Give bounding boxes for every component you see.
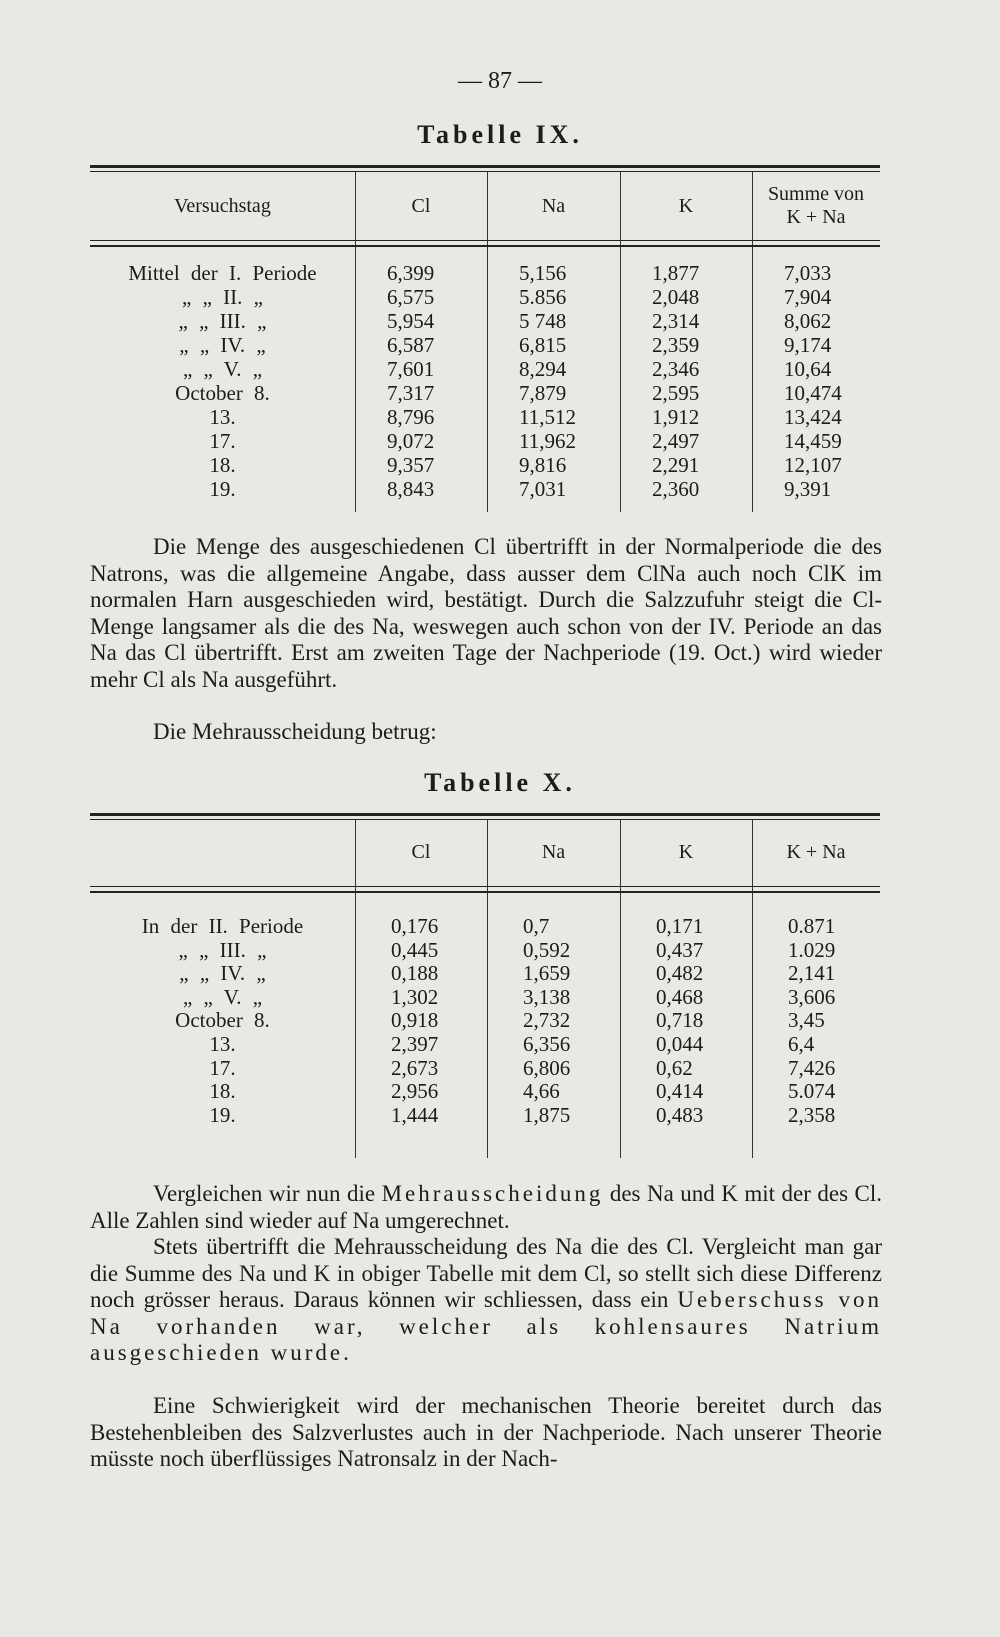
table-9-cell: 10,64	[784, 357, 832, 381]
paragraph-ueberschuss	[90, 1234, 882, 1367]
table-10-cell: 2,956	[391, 1079, 439, 1104]
table-10-column-rule	[487, 820, 488, 1158]
table-9-row-label: 18.	[209, 453, 236, 477]
paragraph-schwierigkeit: Eine Schwierigkeit wird der mechanischen Theorie bereitet durch das Bestehenbleiben des Salzverlustes auch in der Nachperiode. Nach unserer Theorie müsste noch überflüssiges Natronsalz in der Nach-	[90, 1393, 882, 1471]
table-10-cell: 0,188	[391, 961, 439, 986]
table-9-header-rule-2	[90, 245, 880, 247]
table-10-cell: 1,659	[523, 961, 571, 986]
table-9-cell: 6,587	[387, 333, 435, 357]
table-9-cell: 7,904	[784, 285, 832, 309]
table-10-cell: 0,468	[656, 984, 704, 1009]
table-9-cell: 7,031	[519, 477, 567, 501]
table-10-header-cell: K + Na	[786, 840, 846, 863]
paragraph-cl-na-comparison: Die Menge des ausgeschiedenen Cl übertrifft in der Normalperiode die des Natrons, was die allgemeine Angabe, dass ausser dem ClNa auch noch ClK im normalen Harn ausgeschieden wird, bestätigt. Durch die Salzzufuhr steigt die Cl-Menge langsamer als die des Na, weswegen auch schon von der IV. Periode an das Na das Cl übertrifft. Erst am zweiten Tage der Nachperiode (19. Oct.) wird wieder mehr Cl als Na ausgeführt.	[90, 534, 882, 692]
table-10-cell: 6,806	[523, 1055, 571, 1080]
table-9-cell: 9,072	[387, 429, 435, 453]
table-10-top-rule-2	[90, 819, 880, 820]
table-9-cell: 12,107	[784, 453, 842, 477]
table-10-cell: 3,45	[788, 1008, 825, 1033]
table-10-cell: 3,606	[788, 984, 836, 1009]
table-10-cell: 0,592	[523, 937, 571, 962]
table-10-row-label: „ „ III. „	[178, 937, 267, 962]
table-9-cell: 2,314	[652, 309, 700, 333]
table-9-cell: 8,062	[784, 309, 832, 333]
table-9-cell: 5,954	[387, 309, 435, 333]
table-10-cell: 0,918	[391, 1008, 439, 1033]
table-10-row-label: 17.	[209, 1055, 236, 1080]
table-10-cell: 1.029	[788, 937, 836, 962]
table-9-cell: 2,346	[652, 357, 700, 381]
table-9-column-rule	[620, 172, 621, 512]
table-9-cell: 6,815	[519, 333, 567, 357]
table-9-cell: 2,048	[652, 285, 700, 309]
table-9-cell: 8,843	[387, 477, 435, 501]
table-9-top-rule-2	[90, 171, 880, 172]
table-9-column-rule	[487, 172, 488, 512]
table-9-header-cell: Summe von K + Na	[767, 183, 865, 228]
table-10-cell: 0,445	[391, 937, 439, 962]
table-10-cell: 2,397	[391, 1032, 439, 1056]
table-10-header-cell: Cl	[411, 840, 431, 863]
table-9-cell: 11,962	[519, 429, 576, 453]
table-9-cell: 11,512	[519, 405, 576, 429]
paragraph-ueberschuss-end: .	[343, 1340, 349, 1365]
table-9-cell: 8,294	[519, 357, 567, 381]
table-9-row-label: „ „ II. „	[182, 285, 263, 309]
table-10-cell: 5.074	[788, 1079, 836, 1104]
table-9-row-label: „ „ III. „	[178, 309, 267, 333]
paragraph-vergleich-start: Vergleichen wir nun die	[153, 1181, 382, 1206]
table-10-row-label: 18.	[209, 1079, 236, 1104]
table-10-column-rule	[620, 820, 621, 1158]
table-9-row-label: October 8.	[175, 381, 270, 405]
table-10-row-label: October 8.	[175, 1008, 270, 1033]
table-9-cell: 2,359	[652, 333, 700, 357]
table-9-cell: 6,575	[387, 285, 435, 309]
table-10-cell: 2,673	[391, 1055, 439, 1080]
table-9-row-label: 17.	[209, 429, 236, 453]
table-9-header-cell: Versuchstag	[174, 194, 271, 217]
table-10-cell: 0,176	[391, 914, 439, 938]
table-10-cell: 3,138	[523, 984, 571, 1009]
table-9-cell: 10,474	[784, 381, 842, 405]
table-10-cell: 4,66	[523, 1079, 560, 1104]
table-10-cell: 0.871	[788, 914, 836, 938]
table-9-header-rule	[90, 240, 880, 241]
table-10-row-label: „ „ IV. „	[179, 961, 266, 986]
table-10-cell: 6,356	[523, 1032, 571, 1056]
table-9-cell: 7,033	[784, 261, 832, 285]
table-10-cell: 0,718	[656, 1008, 704, 1033]
table-9-row-label: „ „ V. „	[182, 357, 263, 381]
table-9-cell: 8,796	[387, 405, 435, 429]
table-9-cell: 2,497	[652, 429, 700, 453]
table-10-row-label: „ „ V. „	[182, 984, 263, 1009]
table-10-cell: 1,875	[523, 1102, 571, 1127]
table-10-cell: 0,044	[656, 1032, 704, 1056]
table-10-row-label: 13.	[209, 1032, 236, 1056]
table-9-header-cell: Cl	[411, 194, 431, 217]
table-10-cell: 0,62	[656, 1055, 693, 1080]
table-10-header-cell: Na	[541, 840, 566, 863]
table-9-cell: 2,360	[652, 477, 700, 501]
paragraph-ueberschuss-emphasis: Ueberschuss von Na vorhanden war, welcher als kohlensaures Natrium ausgeschieden wurde	[90, 1287, 883, 1365]
table-9-title: Tabelle IX.	[417, 120, 583, 149]
table-9-row-label: Mittel der I. Periode	[128, 261, 317, 285]
table-10-column-rule	[752, 820, 753, 1158]
table-9-top-rule	[90, 165, 880, 168]
table-9-row-label: 13.	[209, 405, 236, 429]
table-10-cell: 0,437	[656, 937, 704, 962]
table-9-cell: 7,601	[387, 357, 435, 381]
page-number: — 87 —	[458, 68, 542, 94]
table-9-cell: 9,357	[387, 453, 435, 477]
table-10-cell: 2,141	[788, 961, 836, 986]
table-9-cell: 9,816	[519, 453, 567, 477]
table-9-row-label: „ „ IV. „	[179, 333, 266, 357]
table-9-row-label: 19.	[209, 477, 236, 501]
table-10-cell: 0,482	[656, 961, 704, 986]
table-9-cell: 1,912	[652, 405, 700, 429]
table-10-cell: 0,7	[523, 914, 550, 938]
paragraph-vergleich-emphasis: Mehrausscheidung	[381, 1181, 604, 1206]
table-9-cell: 14,459	[784, 429, 842, 453]
table-10-row-label: In der II. Periode	[141, 914, 304, 938]
table-9-cell: 5,156	[519, 261, 567, 285]
table-9-cell: 13,424	[784, 405, 842, 429]
paragraph-mehrausscheidung-intro: Die Mehrausscheidung betrug:	[153, 719, 437, 744]
table-9-cell: 1,877	[652, 261, 700, 285]
table-10-cell: 0,483	[656, 1102, 704, 1127]
table-9-header-cell: K	[678, 194, 694, 217]
table-9-cell: 5 748	[519, 309, 567, 333]
paragraph-vergleich-end: des Na und K mit der des Cl. Alle Zahlen sind wieder auf Na umgerechnet.	[90, 1181, 882, 1233]
table-9-cell: 2,595	[652, 381, 700, 405]
paragraph-vergleich	[90, 1181, 882, 1234]
table-10-cell: 6,4	[788, 1032, 815, 1056]
table-9-cell: 7,879	[519, 381, 567, 405]
table-10-cell: 2,732	[523, 1008, 571, 1033]
table-10-row-label: 19.	[209, 1102, 236, 1127]
table-9-cell: 9,174	[784, 333, 832, 357]
table-10-cell: 0,414	[656, 1079, 704, 1104]
table-10-top-rule	[90, 813, 880, 816]
table-10-header-cell: K	[678, 840, 694, 863]
table-9-cell: 7,317	[387, 381, 435, 405]
table-10-cell: 1,444	[391, 1102, 439, 1127]
table-9-cell: 9,391	[784, 477, 832, 501]
table-10-cell: 0,171	[656, 914, 704, 938]
table-10-header-rule-2	[90, 891, 880, 893]
table-10-header-rule	[90, 886, 880, 887]
table-9-cell: 5.856	[519, 285, 567, 309]
table-9-column-rule	[355, 172, 356, 512]
table-10-column-rule	[355, 820, 356, 1158]
table-10-cell: 1,302	[391, 984, 439, 1009]
table-9-cell: 2,291	[652, 453, 700, 477]
table-9-cell: 6,399	[387, 261, 435, 285]
table-10-cell: 7,426	[788, 1055, 836, 1080]
table-9-header-cell: Na	[541, 194, 566, 217]
table-10-cell: 2,358	[788, 1102, 836, 1127]
table-10-title: Tabelle X.	[424, 768, 576, 797]
paragraph-ueberschuss-start: Stets übertrifft die Mehrausscheidung des Na die des Cl. Vergleicht man gar die Summe des Na und K in obiger Tabelle mit dem Cl, so stellt sich diese Differenz noch grösser heraus. Daraus können wir schliessen, dass ein	[90, 1234, 882, 1312]
